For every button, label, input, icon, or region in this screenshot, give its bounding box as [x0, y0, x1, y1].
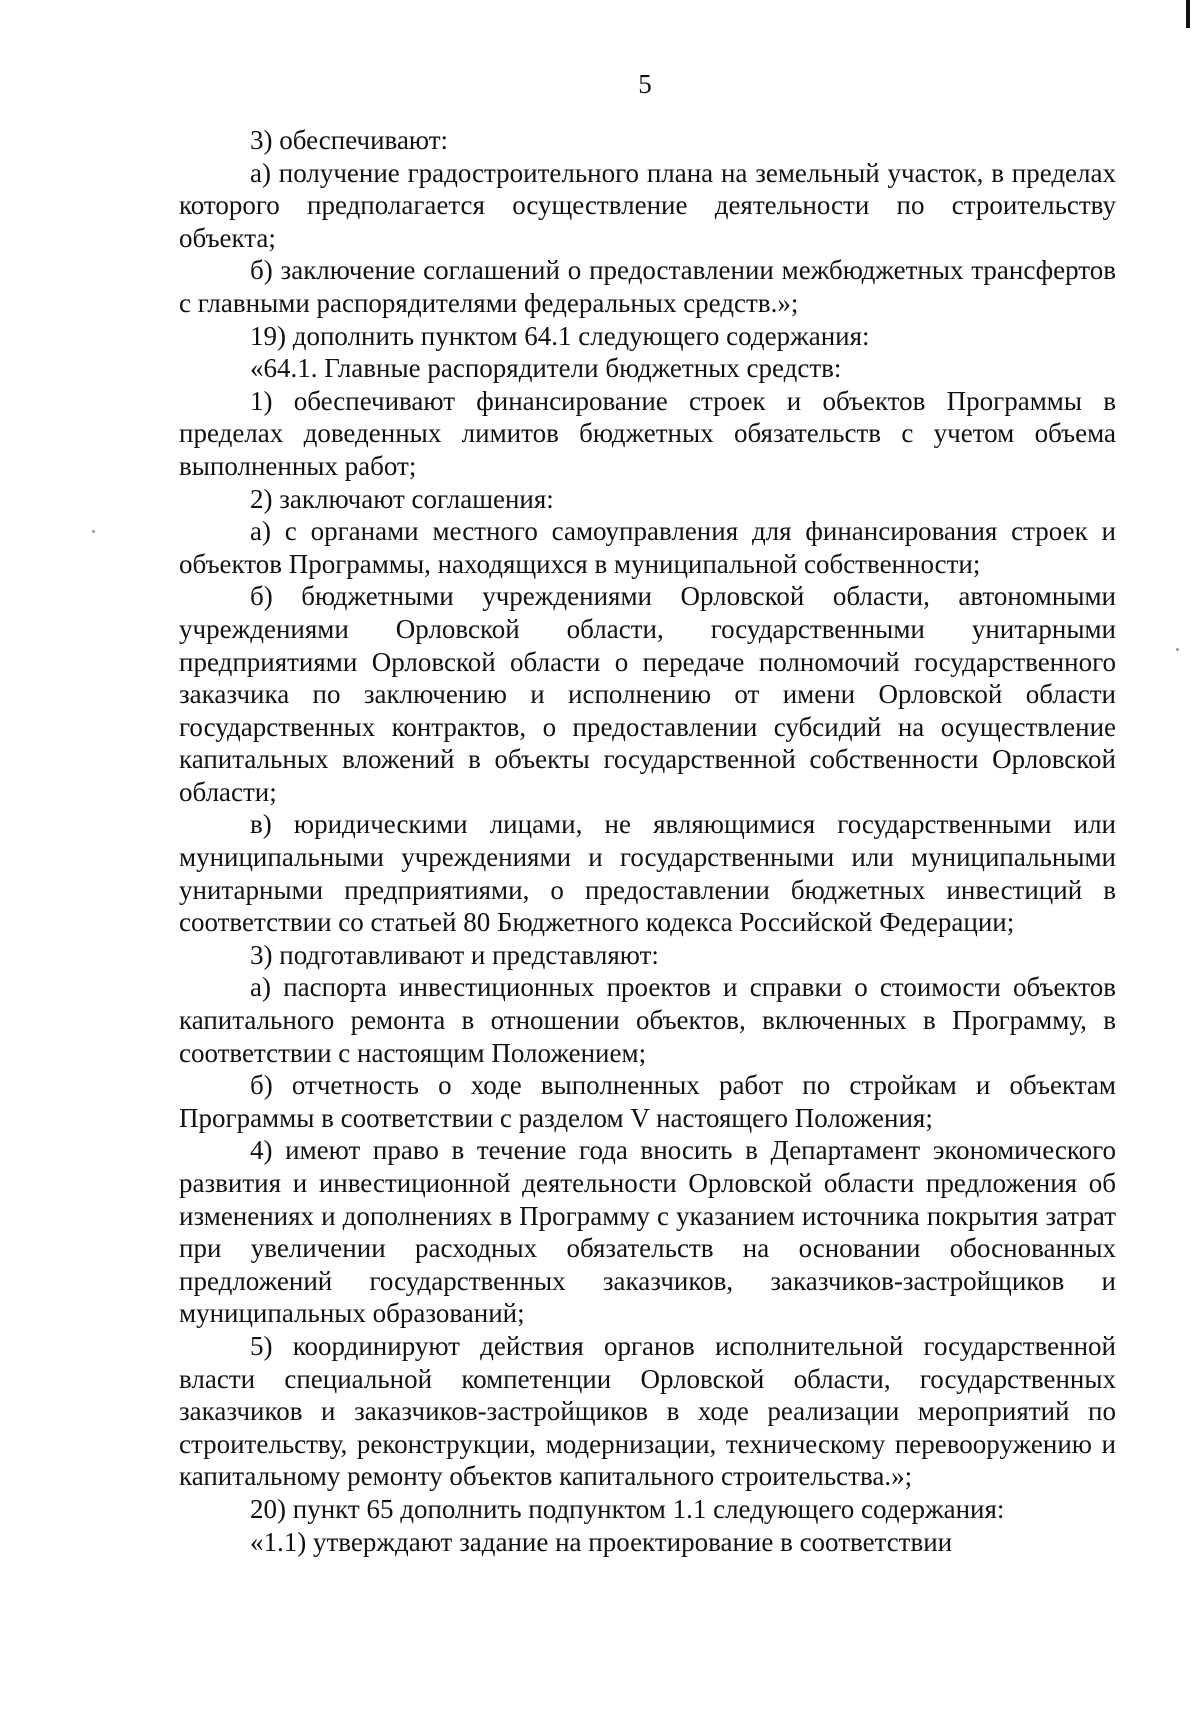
paragraph: в) юридическими лицами, не являющимися государственными или муниципальными учреждениями и государственными или муниципальными унитарными предприятиями, о предоставлении бюджетных инвестиций в соответствии со статьей 80 Бюджетного кодекса Российской Федерации; — [179, 809, 1116, 938]
paragraph: 20) пункт 65 дополнить подпунктом 1.1 следующего содержания: — [250, 1493, 1005, 1524]
paragraph: а) паспорта инвестиционных проектов и справки о стоимости объектов капитального ремонта в отношении объектов, включенных в Программу, в соответствии с настоящим Положением; — [179, 972, 1116, 1068]
paragraph: а) получение градостроительного плана на земельный участок, в пределах которого предполагается осуществление деятельности по строительству объекта; — [179, 157, 1116, 253]
paragraph: 1) обеспечивают финансирование строек и объектов Программы в пределах доведенных лимитов бюджетных обязательств с учетом объема выполненных работ; — [179, 385, 1116, 481]
paragraph: 5) координируют действия органов исполнительной государственной власти специальной компетенции Орловской области, государственных заказчиков и заказчиков-застройщиков в ходе реализации мероприятий по строительству, реконструкции, модернизации, техническому перевооружению и капитальному ремонту объектов капитального строительства.»; — [179, 1330, 1116, 1492]
paragraph: б) отчетность о ходе выполненных работ по стройкам и объектам Программы в соответствии с разделом V настоящего Положения; — [179, 1070, 1116, 1133]
document-body — [179, 124, 1116, 1558]
page-number: 5 — [638, 69, 652, 99]
paragraph: 4) имеют право в течение года вносить в Департамент экономического развития и инвестиционной деятельности Орловской области предложения об изменениях и дополнениях в Программу с указанием источника покрытия затрат при увеличении расходных обязательств на основании обоснованных предложений государственных заказчиков, заказчиков-застройщиков и муниципальных образований; — [179, 1135, 1116, 1329]
scan-edge-mark — [1186, 0, 1190, 28]
paragraph: 19) дополнить пунктом 64.1 следующего содержания: — [250, 320, 870, 351]
paragraph: 3) подготавливают и представляют: — [250, 939, 659, 970]
paragraph: б) бюджетными учреждениями Орловской области, автономными учреждениями Орловской области, государственными унитарными предприятиями Орловской области о передаче полномочий государственного заказчика по заключению и исполнению от имени Орловской области государственных контрактов, о предоставлении субсидий на осуществление капитальных вложений в объекты государственной собственности Орловской области; — [179, 581, 1116, 807]
scan-speck — [92, 530, 95, 533]
paragraph: «1.1) утверждают задание на проектирование в соответствии — [250, 1526, 953, 1557]
paragraph: а) с органами местного самоуправления для финансирования строек и объектов Программы, находящихся в муниципальной собственности; — [179, 516, 1116, 579]
paragraph: 3) обеспечивают: — [250, 125, 449, 155]
paragraph: 2) заключают соглашения: — [250, 483, 554, 514]
paragraph: «64.1. Главные распорядители бюджетных средств: — [250, 353, 842, 384]
paragraph: б) заключение соглашений о предоставлении межбюджетных трансфертов с главными распорядителями федеральных средств.»; — [179, 255, 1116, 318]
scan-speck — [1176, 648, 1179, 651]
